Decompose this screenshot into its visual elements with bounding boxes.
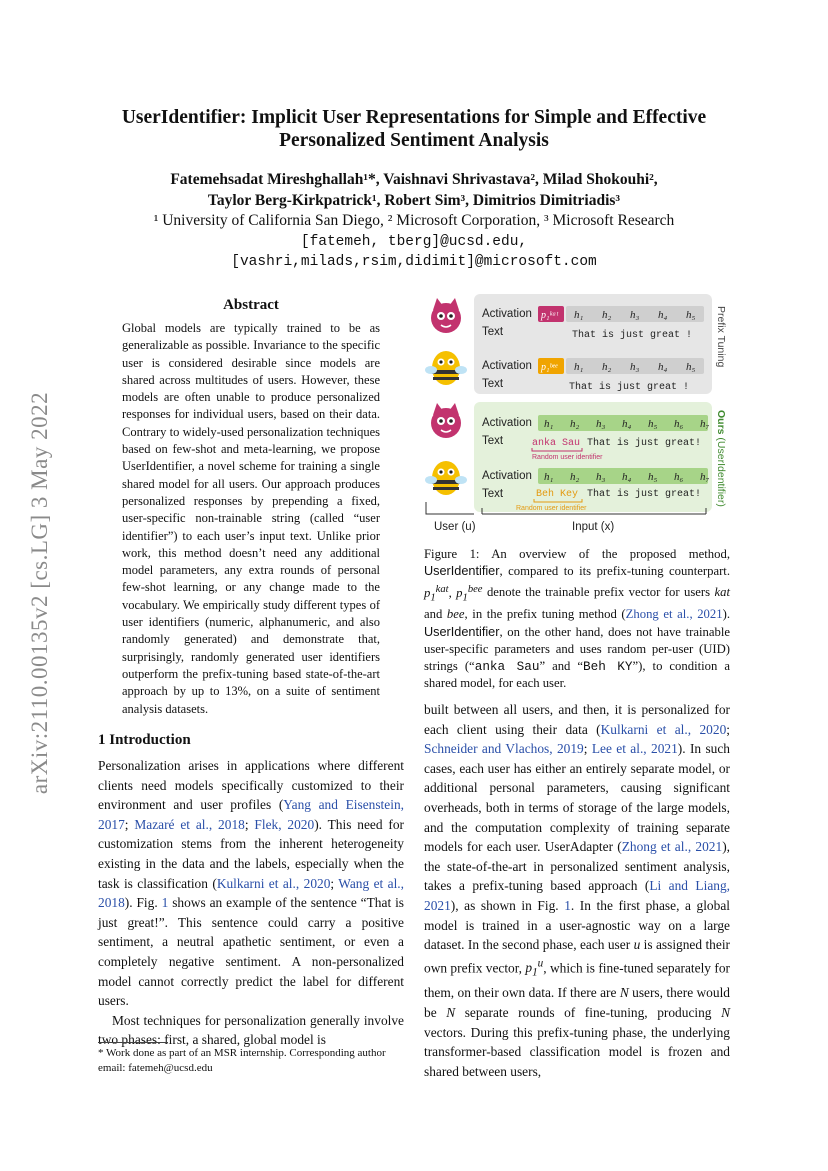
hidden-token: h₅ — [648, 471, 658, 483]
activation-label: Activation — [482, 308, 532, 320]
uid-kat: anka Sau — [532, 438, 581, 449]
hidden-token: h₃ — [630, 361, 640, 373]
email-line-1: [fatemeh, tberg]@ucsd.edu, — [300, 233, 528, 250]
side-label-prefix-tuning: Prefix Tuning — [715, 306, 727, 368]
hidden-token: h₃ — [596, 471, 606, 483]
paper-title: UserIdentifier: Implicit User Representations for Simple and Effective Personalized Sentiment Analysis — [121, 107, 707, 151]
hidden-token: h₂ — [570, 471, 580, 483]
citation-link[interactable]: Zhong et al., 2021 — [625, 607, 723, 622]
figure-1 — [424, 290, 730, 540]
bee-mascot-icon — [425, 461, 467, 495]
hidden-token: h₄ — [622, 418, 632, 430]
prefix-kat-token: p₁ᵏᵃᵗ — [541, 310, 558, 321]
citation-link[interactable]: Mazaré et al., 2018 — [134, 816, 245, 832]
right-column-body: built between all users, and then, it is personalized for each client using their data (Kulkarni et al., 2020; Schneider and Vlachos, 2019; Lee et al., 2021). In such cases, each user has either an entirely separate model, or additional personal parameters, causing significant overheads, both in terms of storage of the large models, and the computation complexity of training separate models for each user. UserAdapter (Zhong et al., 2021), the state-of-the-art in personalized sentiment analysis, takes a prefix-tuning based approach (Li and Liang, 2021), as shown in Fig. 1. In the first phase, a global model is trained in a user-agnostic way on a large dataset. In the second phase, each user u is assigned their own prefix vector, $p_1^u$, which is fine-tuned separately for them, on their own data. If there are N users, there would be N separate rounds of fine-tuning, producing N vectors. During this prefix-tuning phase, the underlying transformer-based classification model is frozen and shared between users, — [424, 702, 731, 1079]
citation-link[interactable]: Schneider and Vlachos, 2019 — [424, 741, 584, 757]
sentence-text: That is just great ! — [569, 382, 690, 393]
sentence-text: That is just great ! — [572, 330, 693, 341]
arxiv-stamp: arXiv:2110.00135v2 [cs.LG] 3 May 2022 — [27, 391, 52, 795]
figure-ref-link[interactable]: 1 — [161, 895, 169, 911]
author-block — [100, 170, 728, 273]
hidden-token: h₄ — [658, 309, 668, 321]
hidden-token: h₂ — [570, 418, 580, 430]
text-label: Text — [482, 488, 504, 500]
author-line-2: Taylor Berg-Kirkpatrick¹, Robert Sim³, Dimitrios Dimitriadis³ — [207, 191, 621, 209]
figure-caption: Figure 1: An overview of the proposed method, UserIdentifier, compared to its prefix-tuning counterpart. $p_1^{kat}$, $p_1^{bee}$ denote the trainable prefix vector for users kat and bee, in the prefix tuning method (Zhong et al., 2021). UserIdentifier, on the other hand, does not have trainable user-specific parameters and uses random per-user (UID) strings (“anka Sau” and “Beh KY”), to condition a shared model, for each user. — [424, 547, 730, 691]
uid-bee: Beh Key — [536, 489, 579, 500]
intro-body — [98, 756, 404, 1050]
hidden-token: h₁ — [544, 418, 554, 430]
hidden-token: h₅ — [686, 309, 696, 321]
text-label: Text — [482, 326, 504, 338]
citation-link[interactable]: Kulkarni et al., 2020 — [216, 875, 331, 891]
figure-ref-link[interactable]: 1 — [564, 897, 571, 913]
section-heading: 1 Introduction — [98, 732, 191, 748]
sentence-text: That is just great! — [587, 489, 702, 500]
hidden-token: h₃ — [630, 309, 640, 321]
uid-note: Random user identifier — [516, 505, 587, 512]
hidden-token: h₆ — [674, 418, 684, 430]
activation-label: Activation — [482, 360, 532, 372]
citation-link[interactable]: Flek, 2020 — [254, 816, 315, 832]
citation-link[interactable]: Lee et al., 2021 — [591, 741, 678, 757]
axis-label-input: Input (x) — [572, 521, 615, 533]
hidden-token: h₁ — [574, 309, 584, 321]
citation-link[interactable]: Yang and Eisenstein, 2017 — [98, 797, 404, 832]
hidden-token: h₃ — [596, 418, 606, 430]
hidden-token: h₇ — [700, 418, 710, 430]
hidden-token: h₅ — [648, 418, 658, 430]
bee-mascot-icon — [425, 351, 467, 385]
citation-link[interactable]: Zhong et al., 2021 — [621, 839, 723, 855]
text-label: Text — [482, 435, 504, 447]
intro-paragraph-1: Personalization arises in applications where different clients need models specifically customized to their environment and user profiles (Yang and Eisenstein, 2017; Mazaré et al., 2018; Flek, 2020). This need for customization stems from the inherent heterogeneity existing in the data and the labels, especially when the task is classification (Kulkarni et al., 2020; Wang et al., 2018). Fig. 1 shows an example of the sentence “That is just great!”. This sentence could carry a positive sentiment, a neutral apathetic sentiment, or even a completely negative sentiment. A non-personalized model cannot correctly predict the label for different users. — [98, 758, 404, 1009]
activation-label: Activation — [482, 470, 532, 482]
citation-link[interactable]: Wang et al., 2018 — [98, 875, 404, 911]
footnote: * Work done as part of an MSR internship. Corresponding author email: fatemeh@ucsd.edu — [98, 1047, 386, 1074]
hidden-token: h₂ — [602, 361, 612, 373]
hidden-token: h₇ — [700, 471, 710, 483]
abstract-heading: Abstract — [223, 297, 279, 313]
citation-link[interactable]: Li and Liang, 2021 — [424, 878, 730, 913]
prefix-bee-token: p₁ᵇᵉᵉ — [541, 362, 558, 373]
intro-paragraph-2: Most techniques for personalization generally involve two phases: first, a shared, global model is — [98, 1012, 404, 1048]
hidden-token: h₁ — [574, 361, 584, 373]
author-line-1: Fatemehsadat Mireshghallah¹*, Vaishnavi Shrivastava², Milad Shokouhi², — [170, 171, 658, 188]
hidden-token: h₂ — [602, 309, 612, 321]
activation-label: Activation — [482, 417, 532, 429]
sentence-text: That is just great! — [587, 438, 702, 449]
hidden-token: h₄ — [622, 471, 632, 483]
footnote-divider — [98, 1042, 168, 1043]
uid-note: Random user identifier — [532, 454, 603, 461]
email-line-2: [vashri,milads,rsim,didimit]@microsoft.com — [231, 254, 597, 270]
kat-mascot-icon — [431, 403, 461, 438]
abstract-text: Global models are typically trained to be as generalizable as possible. Invariance to the specific user is considered desirable since models are shared across multitudes of users. However, these models are often unable to produce personalized responses for individual users, based on their data. Contrary to widely-used personalization techniques based on few-shot and meta-learning, we propose UserIdentifier, a novel scheme for training a single shared model for all users. Our approach produces personalized responses by prepending a fixed, user-specific non-trainable string (called “user identifier”) to each user’s input text. Unlike prior work, this method doesn’t need any additional model parameters, any extra rounds of personal few-shot learning, or any change made to the vocabulary. We empirically study different types of user identifiers (numeric, alphanumeric, and also randomly generated) and demonstrate that, surprisingly, randomly generated user identifiers outperform the prefix-tuning based state-of-the-art approach by up to 13%, on a suite of sentiment analysis datasets. — [122, 321, 380, 716]
side-label-ours: Ours (UserIdentifier) — [715, 410, 727, 507]
hidden-token: h₅ — [686, 361, 696, 373]
kat-mascot-icon — [431, 298, 461, 333]
axis-label-user: User (u) — [434, 521, 476, 533]
hidden-token: h₆ — [674, 471, 684, 483]
affiliations: ¹ University of California San Diego, ² Microsoft Corporation, ³ Microsoft Research — [153, 212, 675, 229]
hidden-token: h₄ — [658, 361, 668, 373]
hidden-token: h₁ — [544, 471, 554, 483]
citation-link[interactable]: Kulkarni et al., 2020 — [600, 721, 727, 737]
text-label: Text — [482, 378, 504, 390]
